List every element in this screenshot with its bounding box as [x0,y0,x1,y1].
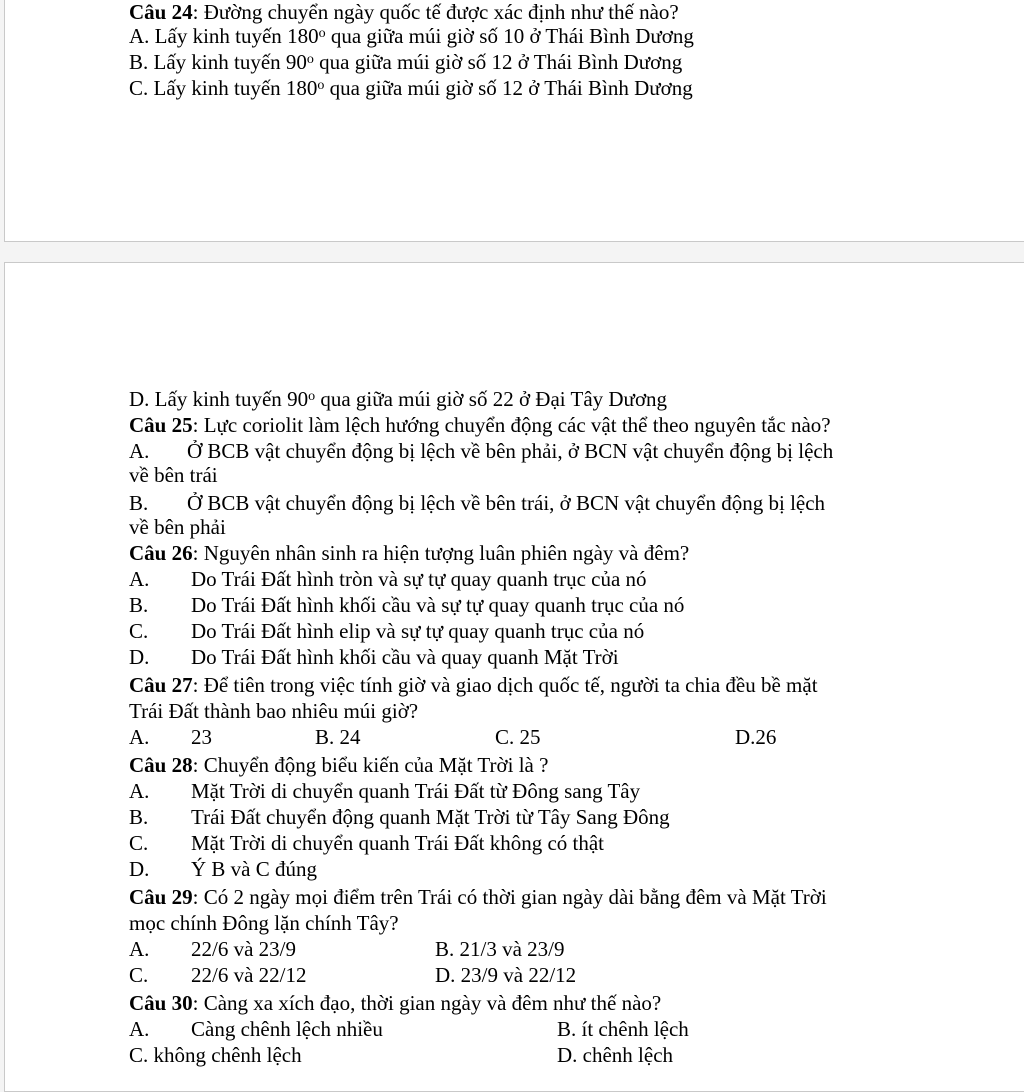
question-24: Câu 24: Đường chuyển ngày quốc tế được xác định như thế nào? [129,0,679,24]
question-26-option-a: A. Do Trái Đất hình tròn và sự tự quay quanh trục của nó [129,567,647,591]
question-24-option-b: B. Lấy kinh tuyến 90$^o$ qua giữa múi giờ số 12 ở Thái Bình Dương [129,50,683,74]
document-page-1 [4,0,1024,242]
question-27-stem-cont: Trái Đất thành bao nhiêu múi giờ? [129,699,419,723]
question-25-option-a-cont: về bên trái [129,463,218,487]
question-29-options-cd: C. 22/6 và 22/12 D. 23/9 và 22/12 [129,963,577,987]
question-25-option-b-cont: về bên phải [129,515,226,539]
question-25-option-b: B. Ở BCB vật chuyển động bị lệch về bên trái, ở BCN vật chuyển động bị lệch [129,491,826,515]
question-29: Câu 29: Có 2 ngày mọi điểm trên Trái có thời gian ngày dài bằng đêm và Mặt Trời [129,885,827,909]
question-30-options-ab: A. Càng chênh lệch nhiều B. ít chênh lệch [129,1017,689,1041]
document-page-2 [4,262,1024,1092]
question-26-option-c: C. Do Trái Đất hình elip và sự tự quay quanh trục của nó [129,619,645,643]
question-28: Câu 28: Chuyển động biểu kiến của Mặt Trời là ? [129,753,549,777]
question-28-option-b: B. Trái Đất chuyển động quanh Mặt Trời từ Tây Sang Đông [129,805,670,829]
question-28-option-a: A. Mặt Trời di chuyển quanh Trái Đất từ Đông sang Tây [129,779,641,803]
question-24-option-c: C. Lấy kinh tuyến 180$^o$ qua giữa múi giờ số 12 ở Thái Bình Dương [129,76,693,100]
question-26: Câu 26: Nguyên nhân sinh ra hiện tượng luân phiên ngày và đêm? [129,541,690,565]
question-29-stem-cont: mọc chính Đông lặn chính Tây? [129,911,399,935]
question-29-options-ab: A. 22/6 và 23/9 B. 21/3 và 23/9 [129,937,565,961]
question-25-option-a: A. Ở BCB vật chuyển động bị lệch về bên phải, ở BCN vật chuyển động bị lệch [129,439,834,463]
question-24-option-a: A. Lấy kinh tuyến 180$^o$ qua giữa múi giờ số 10 ở Thái Bình Dương [129,24,694,48]
question-24-option-d: D. Lấy kinh tuyến 90$^o$ qua giữa múi giờ số 22 ở Đại Tây Dương [129,387,668,411]
question-28-option-d: D. Ý B và C đúng [129,857,317,881]
question-27-options: A. 23 B. 24 C. 25 D.26 [129,725,777,749]
question-28-option-c: C. Mặt Trời di chuyển quanh Trái Đất không có thật [129,831,605,855]
question-27: Câu 27: Để tiên trong việc tính giờ và giao dịch quốc tế, người ta chia đều bề mặt [129,673,818,697]
question-26-option-b: B. Do Trái Đất hình khối cầu và sự tự quay quanh trục của nó [129,593,685,617]
question-30: Câu 30: Càng xa xích đạo, thời gian ngày và đêm như thế nào? [129,991,662,1015]
question-30-options-cd: C. không chênh lệch D. chênh lệch [129,1043,674,1067]
question-25: Câu 25: Lực coriolit làm lệch hướng chuyển động các vật thể theo nguyên tắc nào? [129,413,831,437]
question-26-option-d: D. Do Trái Đất hình khối cầu và quay quanh Mặt Trời [129,645,619,669]
